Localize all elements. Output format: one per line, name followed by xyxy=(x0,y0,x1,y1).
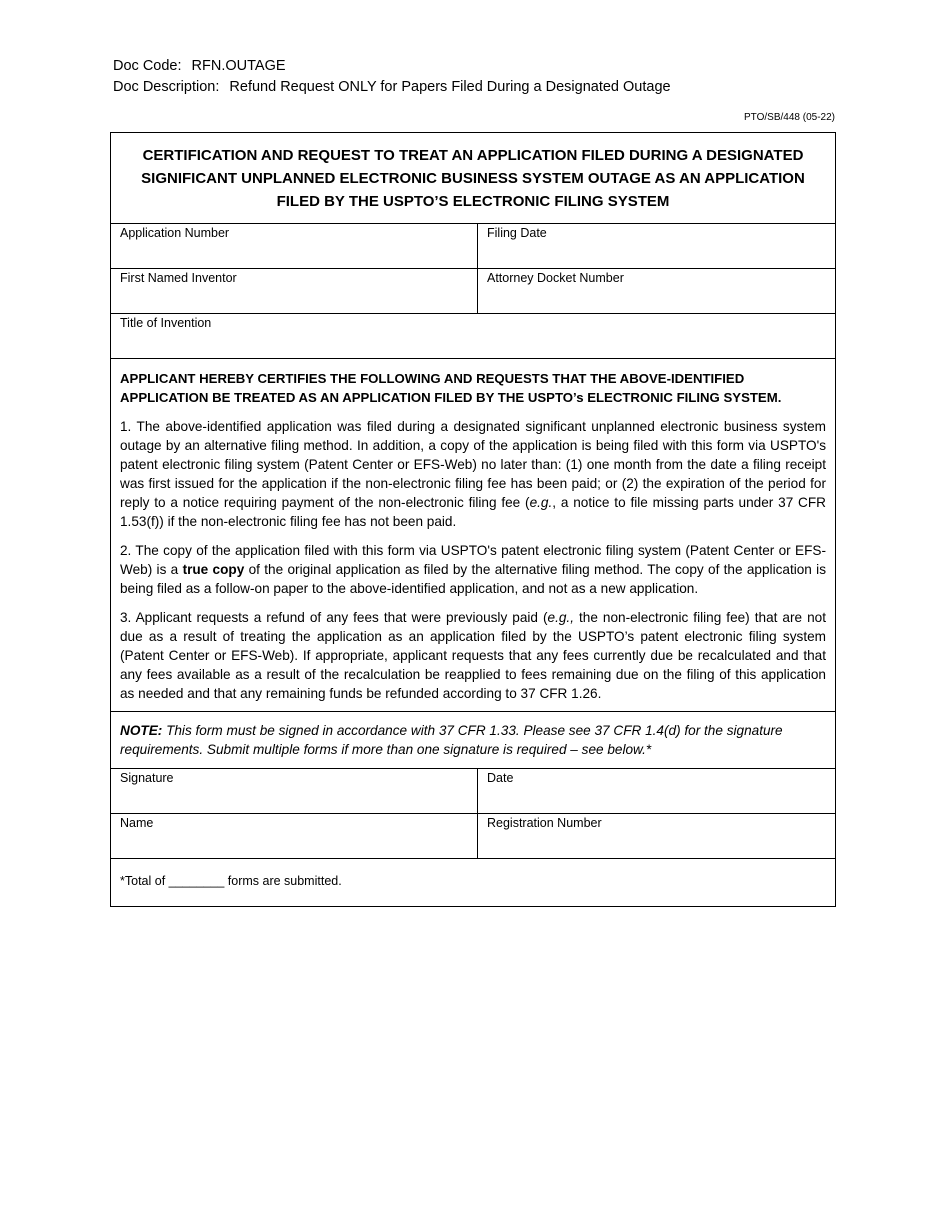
title-of-invention-label: Title of Invention xyxy=(120,316,212,330)
doc-code-row xyxy=(113,56,671,77)
row-title xyxy=(111,314,835,359)
doc-code-label: Doc Code: xyxy=(113,58,182,74)
row-signature xyxy=(111,769,835,814)
total-suffix: forms are submitted. xyxy=(227,874,342,888)
total-prefix: *Total of xyxy=(120,874,166,888)
p2-text-b: of the original application as filed by the alternative filing method. The copy of the application is being filed as a follow-on paper to the above-identified application, and not as a new application. xyxy=(120,562,826,596)
total-forms-row xyxy=(111,859,835,906)
registration-number-label: Registration Number xyxy=(487,816,602,830)
name-label: Name xyxy=(120,816,154,830)
p1-text-a: 1. The above-identified application was filed during a designated significant unplanned electronic business system outage by an alternative filing method. In addition, a copy of the application is being filed with this form via USPTO's patent electronic filing system (Patent Center or EFS-Web) no later than: (1) one month from the date a filing receipt was first issued for the application if the non-electronic filing fee has been paid; or (2) the expiration of the period for reply to a notice requiring payment of the non-electronic filing fee ( xyxy=(120,419,826,510)
row-application xyxy=(111,224,835,269)
row-inventor xyxy=(111,269,835,314)
doc-description-value: Refund Request ONLY for Papers Filed During a Designated Outage xyxy=(229,79,671,95)
certification-heading: APPLICANT HEREBY CERTIFIES THE FOLLOWING AND REQUESTS THAT THE ABOVE-IDENTIFIED APPLICATION BE TREATED AS AN APPLICATION FILED BY THE USPTO’s ELECTRONIC FILING SYSTEM. xyxy=(120,371,782,405)
registration-number-field[interactable] xyxy=(478,814,835,858)
p3-text-a: 3. Applicant requests a refund of any fees that were previously paid ( xyxy=(120,610,548,625)
title-line: CERTIFICATION AND REQUEST TO TREAT AN APPLICATION FILED DURING A DESIGNATED xyxy=(142,147,804,164)
p1-text-b: , a notice to file missing parts under 37 CFR 1.53(f)) if the non-electronic filing fee has not been paid. xyxy=(120,495,826,529)
p3-text-b: the non-electronic filing fee) that are not due as a result of treating the application as an application filed by the USPTO’s patent electronic filing system (Patent Center or EFS-Web). If appropriate, applicant requests that any fees currently due be recalculated and that any fees available as a result of the recalculation be reapplied to fees remaining due on the filing of this application as needed and that any remaining funds be refunded according to 37 CFR 1.26. xyxy=(120,610,826,701)
application-number-label: Application Number xyxy=(120,226,230,240)
doc-description-label: Doc Description: xyxy=(113,79,220,95)
signature-note xyxy=(111,712,835,769)
first-named-inventor-label: First Named Inventor xyxy=(120,271,237,285)
doc-code-value: RFN.OUTAGE xyxy=(191,58,286,74)
row-name xyxy=(111,814,835,859)
first-named-inventor-field[interactable] xyxy=(111,269,478,313)
total-forms-input[interactable]: ________ xyxy=(168,874,225,888)
signature-label: Signature xyxy=(120,771,174,785)
title-line: FILED BY THE USPTO’S ELECTRONIC FILING SYSTEM xyxy=(276,193,670,210)
document-header xyxy=(113,56,671,98)
title-of-invention-field[interactable] xyxy=(111,314,835,358)
filing-date-label: Filing Date xyxy=(487,226,547,240)
title-line: SIGNIFICANT UNPLANNED ELECTRONIC BUSINESS SYSTEM OUTAGE AS AN APPLICATION xyxy=(141,170,805,187)
name-field[interactable] xyxy=(111,814,478,858)
form-code: PTO/SB/448 (05-22) xyxy=(744,112,835,123)
certification-paragraph-3 xyxy=(120,608,826,703)
attorney-docket-number-label: Attorney Docket Number xyxy=(487,271,624,285)
certification-paragraph-1 xyxy=(120,417,826,531)
date-field[interactable] xyxy=(478,769,835,813)
note-label: NOTE: xyxy=(120,723,163,738)
form xyxy=(110,132,836,907)
certification-section xyxy=(111,359,835,712)
doc-description-row xyxy=(113,77,671,98)
form-title xyxy=(111,133,835,224)
application-number-field[interactable] xyxy=(111,224,478,268)
attorney-docket-number-field[interactable] xyxy=(478,269,835,313)
p2-text-a: 2. The copy of the application filed with this form via USPTO's patent electronic filing system (Patent Center or EFS-Web) is a xyxy=(120,543,826,577)
note-text: This form must be signed in accordance with 37 CFR 1.33. Please see 37 CFR 1.4(d) for the signature requirements. Submit multiple forms if more than one signature is required – see below.* xyxy=(120,723,783,757)
p2-true-copy: true copy xyxy=(182,562,245,577)
signature-field[interactable] xyxy=(111,769,478,813)
p1-eg: e.g. xyxy=(529,495,553,510)
filing-date-field[interactable] xyxy=(478,224,835,268)
certification-paragraph-2 xyxy=(120,541,826,598)
p3-eg: e.g., xyxy=(547,610,574,625)
date-label: Date xyxy=(487,771,514,785)
